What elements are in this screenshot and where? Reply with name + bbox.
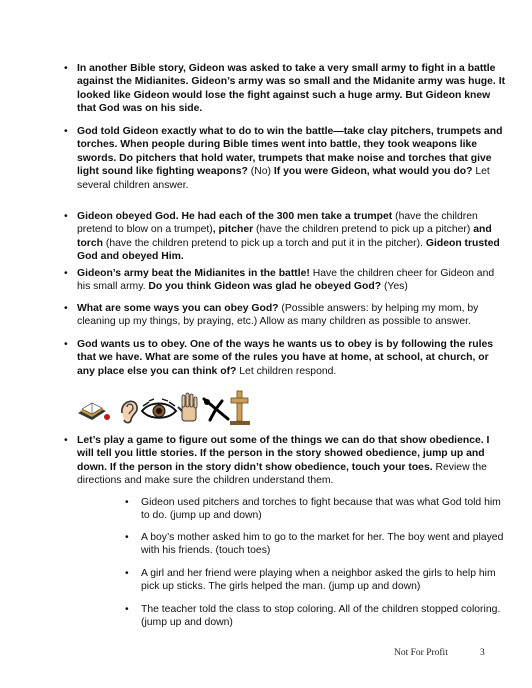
eye-icon	[142, 399, 176, 418]
footer-label: Not For Profit	[394, 648, 448, 658]
bullet-marker: •	[125, 568, 129, 579]
bending-person-icon	[204, 399, 228, 420]
plain-run: Let several children answer.	[77, 166, 490, 191]
bold-run: and torch	[77, 224, 492, 249]
bullet-marker: •	[125, 532, 129, 543]
bullet-marker: •	[64, 303, 68, 314]
sub-bullet-text: The teacher told the class to stop coloring. All of the children stopped coloring. (jump up and down)	[141, 604, 501, 629]
bible-icon	[78, 403, 110, 420]
bold-run: , pitcher	[212, 224, 254, 236]
bold-run: What are some ways you can obey God?	[77, 303, 279, 314]
bold-run: Gideon trusted God and obeyed Him.	[77, 237, 500, 263]
icon-strip	[76, 387, 256, 427]
bold-run: In another Bible story, Gideon was asked to take a very small army to fight in a battle against the Midianites. Gideon’s army was so small and the Midanite army was huge. It looked like Gideon would lose the fight against such a huge army. But Gideon knew that God was on his side.	[77, 63, 506, 115]
bullet-marker: •	[125, 604, 129, 615]
sub-bullet-text: A boy’s mother asked him to go to the market for her. The boy went and played with his friends. (touch toes)	[141, 532, 504, 557]
plain-run: (have the children pretend to blow on a trumpet)	[77, 211, 478, 236]
plain-run: Let children respond.	[236, 365, 337, 377]
bullet-text	[77, 434, 509, 488]
plain-run: (Possible answers: by helping my mom, by cleaning up my things, by praying, etc.) Allow as many children as possible to answer.	[77, 303, 479, 328]
bold-run: Gideon obeyed God. He had each of the 300 men take a trumpet	[77, 211, 393, 222]
plain-run: Review the directions and make sure the children understand them.	[77, 461, 487, 487]
bullet-marker: •	[125, 497, 129, 508]
bullet-marker: •	[64, 63, 68, 74]
bullet-text	[77, 210, 509, 264]
bullet-marker: •	[64, 211, 68, 222]
bold-run: Let’s play a game to figure out some of the things we can do that show obedience. I will tell you little stories. If the person in the story showed obedience, jump up and down. If the person in the story didn’t show obedience, touch your toes.	[77, 435, 490, 473]
plain-run: (have the children pretend to pick up a torch and put it in the pitcher).	[102, 237, 426, 249]
bold-run: God told Gideon exactly what to do to win the battle—take clay pitchers, trumpets and torches. When people during Bible times went into battle, they took weapons like swords. Do pitchers that hold water, trumpets that make noise and torches that give light sound like fighting weapons?	[77, 126, 503, 178]
bold-run: Gideon’s army beat the Midianites in the battle!	[77, 268, 310, 279]
bullet-text	[77, 267, 509, 294]
plain-run: (have the children pretend to pick up a pitcher)	[253, 224, 474, 236]
bold-run: If you were Gideon, what would you do?	[273, 166, 473, 178]
bullet-text	[77, 125, 509, 192]
bullet-text	[77, 62, 509, 116]
page-number: 3	[480, 648, 485, 658]
bullet-marker: •	[64, 339, 68, 350]
bold-run: God wants us to obey. One of the ways he wants us to obey is by following the rules that we have. What are some of the rules you have at home, at school, at church, or any place else you can think of?	[77, 339, 494, 377]
bullet-marker: •	[64, 126, 68, 137]
sub-bullet-text: Gideon used pitchers and torches to fight because that was what God told him to do. (jump up and down)	[141, 497, 501, 522]
plain-run: (Yes)	[381, 281, 408, 293]
plain-run: Have the children cheer for Gideon and his small army.	[77, 268, 495, 293]
bullet-marker: •	[64, 268, 68, 279]
bullet-text	[77, 338, 509, 378]
cross-icon	[230, 391, 250, 425]
ear-icon	[122, 401, 137, 422]
bold-run: Do you think Gideon was glad he obeyed God?	[148, 281, 382, 293]
sub-bullet-text: A girl and her friend were playing when a neighbor asked the girls to help him pick up sticks. The girls helped the man. (jump up and down)	[141, 568, 496, 593]
bullet-marker: •	[64, 435, 68, 446]
bullet-text	[77, 302, 509, 329]
praying-hand-icon	[178, 393, 197, 421]
plain-run: (No)	[247, 166, 274, 178]
